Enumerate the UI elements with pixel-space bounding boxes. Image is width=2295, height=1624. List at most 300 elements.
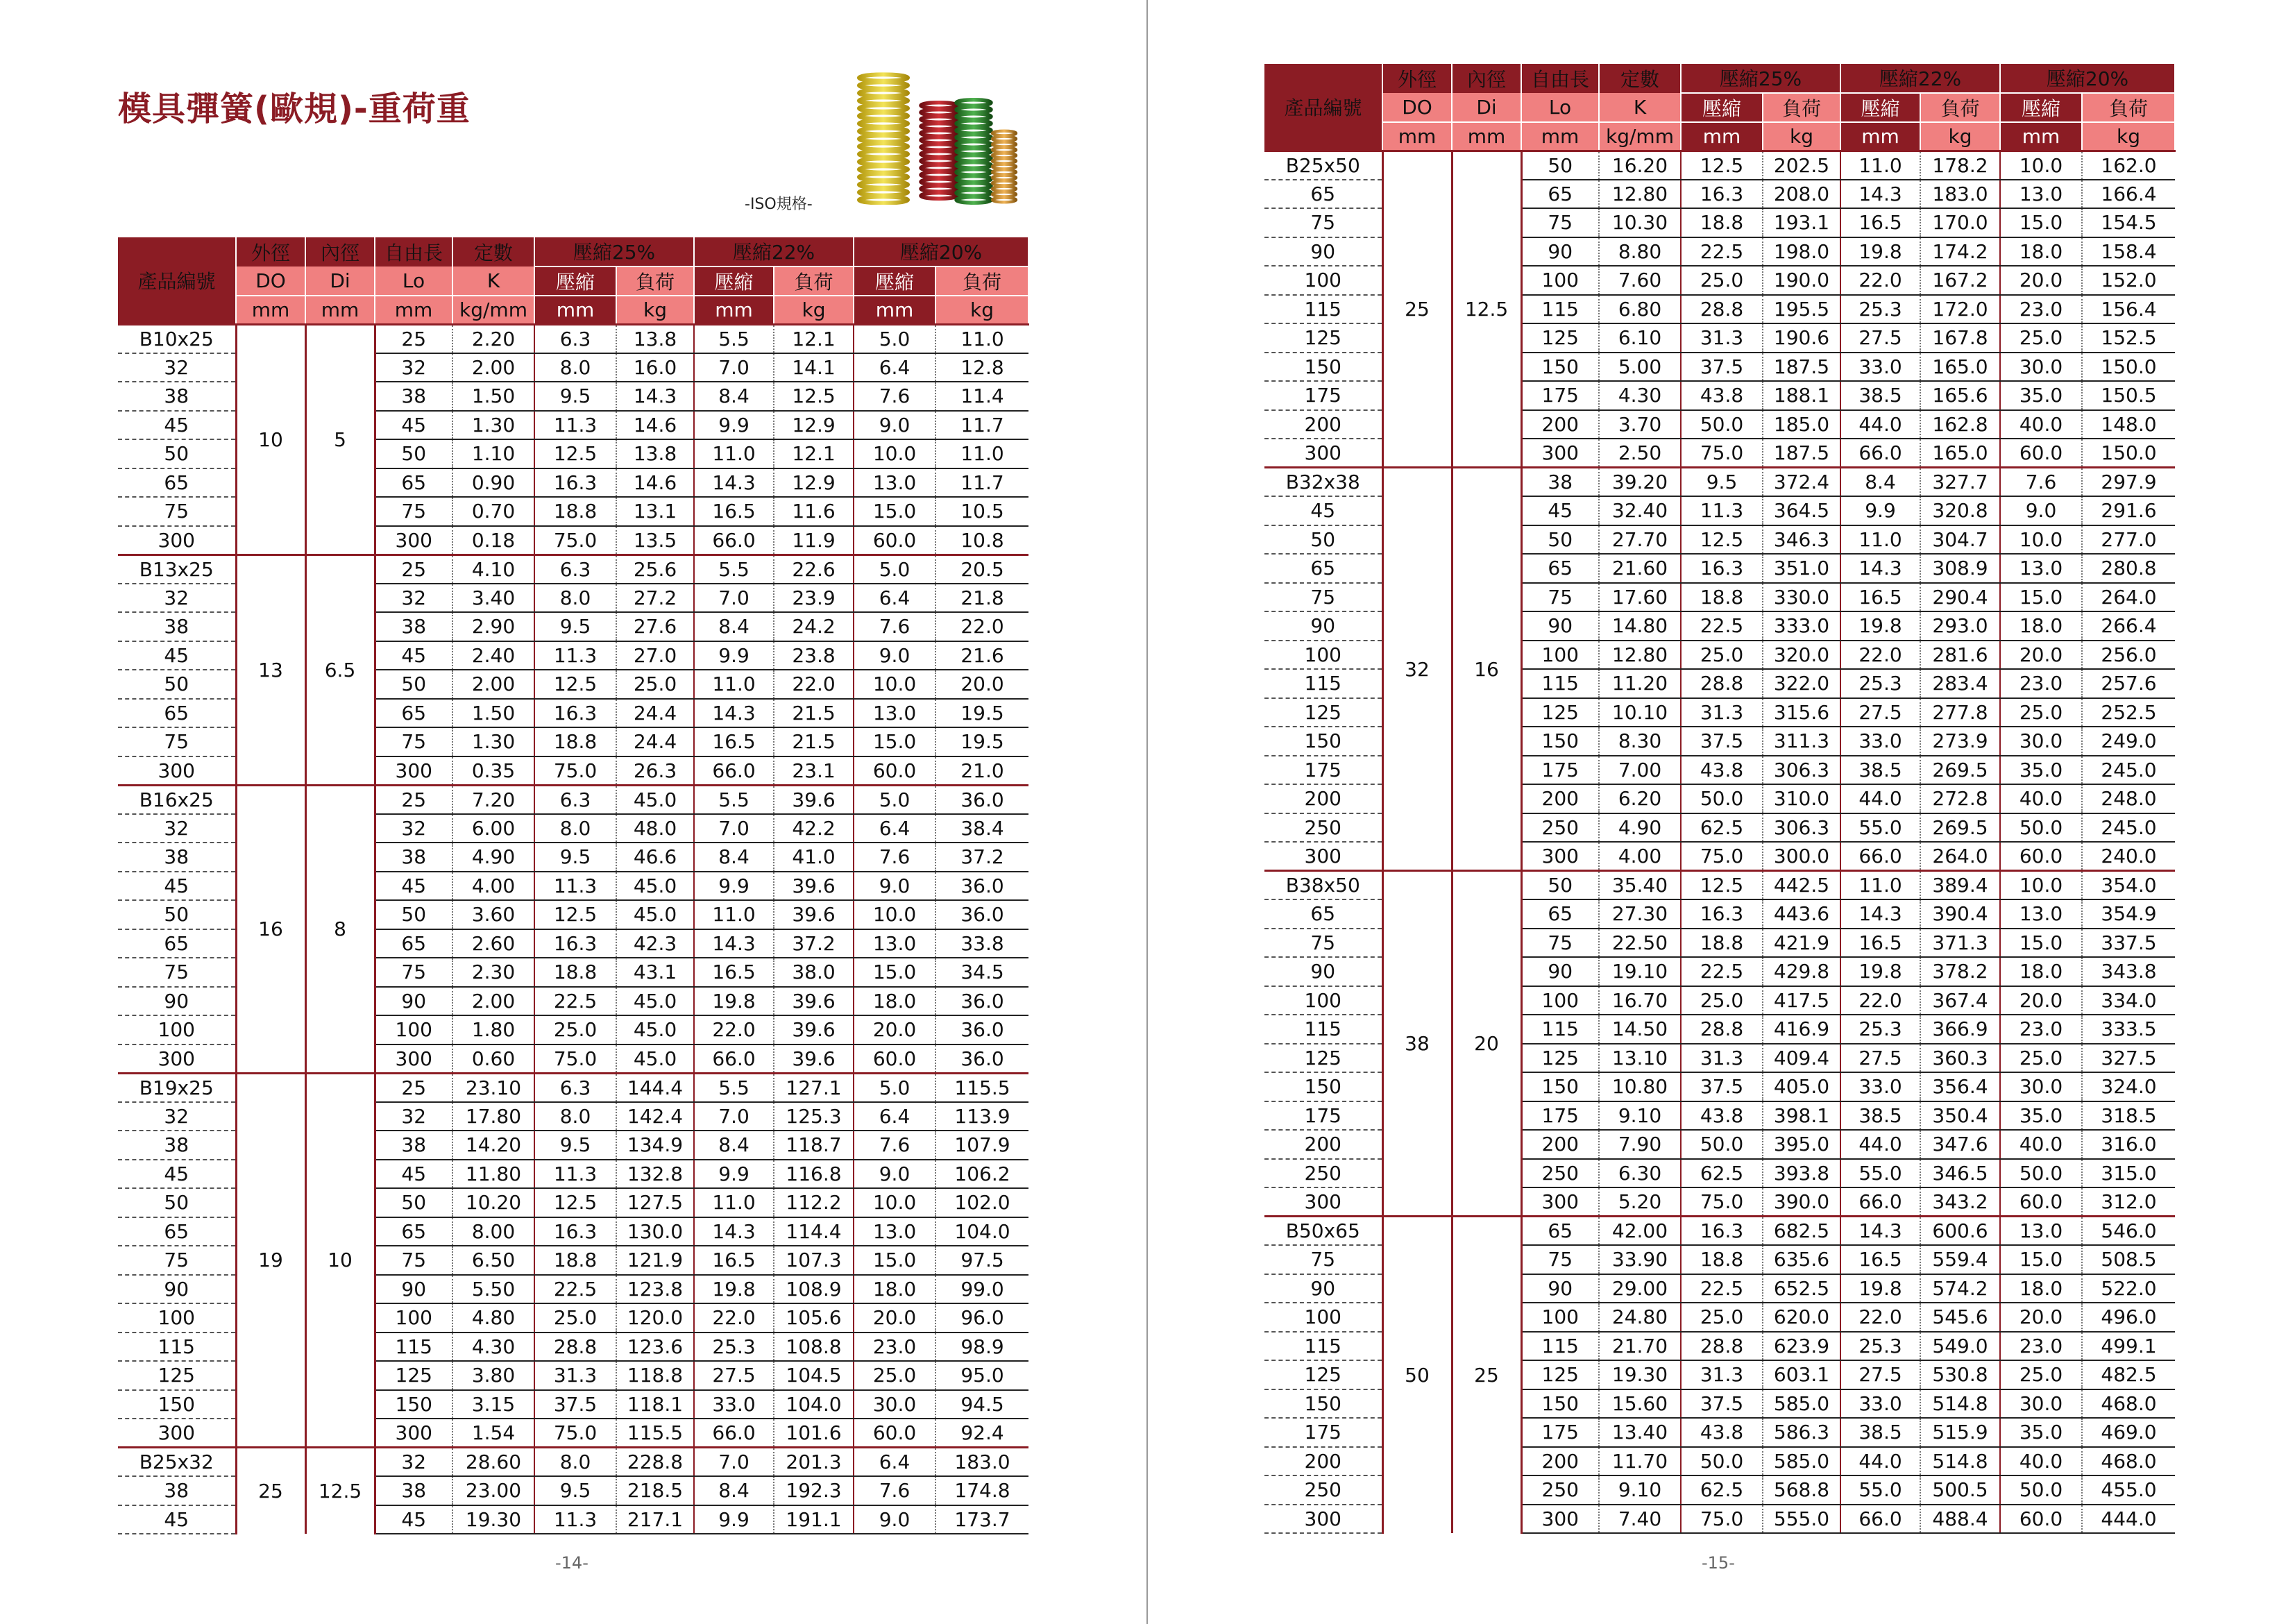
product-number-cell: B25x50 xyxy=(1264,151,1382,180)
product-number-cell: 75 xyxy=(118,958,236,987)
header-do: DO xyxy=(236,267,305,296)
product-number-cell: 100 xyxy=(1264,1303,1382,1332)
free-length-cell: 175 xyxy=(1521,1418,1599,1447)
compress-25-cell: 18.8 xyxy=(534,497,616,526)
compress-20-cell: 9.0 xyxy=(854,411,935,440)
spring-coil xyxy=(956,149,991,154)
spring-constant-cell: 19.30 xyxy=(452,1505,534,1534)
spring-coil xyxy=(992,131,1016,136)
compress-25-cell: 22.5 xyxy=(1681,611,1763,641)
inner-diameter-cell: 12.5 xyxy=(1452,151,1521,468)
product-number-cell: 115 xyxy=(118,1333,236,1362)
compress-22-cell: 16.5 xyxy=(1840,583,1920,612)
load-20-cell: 11.7 xyxy=(935,411,1028,440)
load-25-cell: 187.5 xyxy=(1763,353,1840,382)
load-20-cell: 166.4 xyxy=(2082,180,2175,209)
spring-constant-cell: 17.80 xyxy=(452,1102,534,1131)
spring-constant-cell: 11.70 xyxy=(1599,1447,1681,1476)
header-compress: 壓縮 xyxy=(694,267,774,296)
outer-diameter-cell: 38 xyxy=(1382,871,1452,1217)
table-row xyxy=(1264,1217,2175,1246)
inner-diameter-cell: 12.5 xyxy=(305,1448,375,1534)
load-20-cell: 152.0 xyxy=(2082,266,2175,295)
load-20-cell: 444.0 xyxy=(2082,1505,2175,1534)
compress-20-cell: 13.0 xyxy=(2000,1217,2082,1246)
load-22-cell: 356.4 xyxy=(1920,1072,2000,1101)
product-number-cell: 100 xyxy=(1264,986,1382,1015)
free-length-cell: 100 xyxy=(1521,641,1599,670)
header-kg: kg xyxy=(935,296,1028,325)
compress-22-cell: 11.0 xyxy=(1840,151,1920,180)
compress-20-cell: 10.0 xyxy=(854,670,935,699)
compress-25-cell: 16.3 xyxy=(1681,1217,1763,1246)
spring-constant-cell: 2.40 xyxy=(452,641,534,670)
compress-22-cell: 14.3 xyxy=(1840,899,1920,929)
load-22-cell: 101.6 xyxy=(774,1419,854,1448)
compress-20-cell: 6.4 xyxy=(854,1448,935,1477)
load-25-cell: 306.3 xyxy=(1763,756,1840,785)
compress-25-cell: 12.5 xyxy=(1681,151,1763,180)
load-20-cell: 264.0 xyxy=(2082,583,2175,612)
load-22-cell: 390.4 xyxy=(1920,899,2000,929)
outer-diameter-cell: 10 xyxy=(236,324,305,555)
load-20-cell: 92.4 xyxy=(935,1419,1028,1448)
compress-20-cell: 20.0 xyxy=(854,1015,935,1044)
load-25-cell: 409.4 xyxy=(1763,1044,1840,1073)
spring-coil xyxy=(921,124,957,129)
product-number-cell: 150 xyxy=(1264,353,1382,382)
load-22-cell: 12.9 xyxy=(774,468,854,498)
compress-22-cell: 11.0 xyxy=(694,1188,774,1217)
compress-22-cell: 14.3 xyxy=(1840,180,1920,209)
product-number-cell: B38x50 xyxy=(1264,871,1382,900)
free-length-cell: 90 xyxy=(375,987,452,1016)
free-length-cell: 45 xyxy=(375,1505,452,1534)
compress-20-cell: 25.0 xyxy=(854,1361,935,1390)
load-20-cell: 38.4 xyxy=(935,814,1028,843)
load-20-cell: 499.1 xyxy=(2082,1332,2175,1361)
load-25-cell: 27.6 xyxy=(616,612,694,641)
spring-constant-cell: 17.60 xyxy=(1599,583,1681,612)
compress-25-cell: 9.5 xyxy=(534,1131,616,1160)
load-20-cell: 10.5 xyxy=(935,497,1028,526)
compress-25-cell: 62.5 xyxy=(1681,1159,1763,1188)
load-22-cell: 367.4 xyxy=(1920,986,2000,1015)
load-22-cell: 273.9 xyxy=(1920,727,2000,756)
free-length-cell: 100 xyxy=(1521,266,1599,295)
spring-constant-cell: 5.50 xyxy=(452,1275,534,1304)
load-20-cell: 291.6 xyxy=(2082,496,2175,525)
free-length-cell: 125 xyxy=(375,1361,452,1390)
load-22-cell: 549.0 xyxy=(1920,1332,2000,1361)
compress-20-cell: 20.0 xyxy=(2000,266,2082,295)
load-20-cell: 37.2 xyxy=(935,843,1028,872)
header-compress: 壓縮 xyxy=(1840,93,1920,122)
spring-coil xyxy=(992,192,1016,197)
header-load: 負荷 xyxy=(1920,93,2000,122)
product-number-cell: 300 xyxy=(1264,842,1382,871)
free-length-cell: 90 xyxy=(1521,957,1599,986)
load-25-cell: 187.5 xyxy=(1763,439,1840,468)
compress-25-cell: 31.3 xyxy=(1681,323,1763,353)
compress-20-cell: 7.6 xyxy=(854,1131,935,1160)
spring-coil xyxy=(992,198,1016,203)
spring-coil xyxy=(992,159,1016,164)
spring-coil xyxy=(921,158,957,164)
load-20-cell: 21.6 xyxy=(935,641,1028,670)
spring-constant-cell: 6.80 xyxy=(1599,295,1681,324)
load-25-cell: 346.3 xyxy=(1763,525,1840,555)
spring-constant-cell: 1.50 xyxy=(452,382,534,411)
compress-22-cell: 25.3 xyxy=(1840,1332,1920,1361)
free-length-cell: 50 xyxy=(1521,151,1599,180)
load-22-cell: 116.8 xyxy=(774,1160,854,1189)
free-length-cell: 75 xyxy=(375,727,452,756)
compress-20-cell: 60.0 xyxy=(2000,1187,2082,1217)
spring-constant-cell: 8.00 xyxy=(452,1217,534,1246)
spring-constant-cell: 28.60 xyxy=(452,1448,534,1477)
compress-20-cell: 15.0 xyxy=(2000,208,2082,237)
product-number-cell: 90 xyxy=(1264,611,1382,641)
product-number-cell: 75 xyxy=(118,727,236,756)
compress-25-cell: 12.5 xyxy=(534,1188,616,1217)
load-20-cell: 315.0 xyxy=(2082,1159,2175,1188)
spring-constant-cell: 6.30 xyxy=(1599,1159,1681,1188)
product-number-cell: 50 xyxy=(118,1188,236,1217)
compress-20-cell: 60.0 xyxy=(854,1044,935,1074)
load-25-cell: 45.0 xyxy=(616,785,694,814)
compress-25-cell: 50.0 xyxy=(1681,1130,1763,1159)
table-body xyxy=(118,324,1028,1534)
free-length-cell: 32 xyxy=(375,814,452,843)
load-25-cell: 320.0 xyxy=(1763,641,1840,670)
product-number-cell: 38 xyxy=(118,1131,236,1160)
product-number-cell: 38 xyxy=(118,612,236,641)
spring-constant-cell: 22.50 xyxy=(1599,929,1681,958)
compress-25-cell: 11.3 xyxy=(534,1505,616,1534)
product-number-cell: 65 xyxy=(1264,554,1382,583)
load-20-cell: 102.0 xyxy=(935,1188,1028,1217)
page-number: -14- xyxy=(555,1553,588,1573)
load-22-cell: 346.5 xyxy=(1920,1159,2000,1188)
free-length-cell: 38 xyxy=(375,382,452,411)
load-22-cell: 12.5 xyxy=(774,382,854,411)
compress-20-cell: 50.0 xyxy=(2000,1475,2082,1505)
compress-22-cell: 11.0 xyxy=(694,439,774,468)
load-20-cell: 22.0 xyxy=(935,612,1028,641)
spring-constant-cell: 19.30 xyxy=(1599,1360,1681,1389)
load-22-cell: 104.0 xyxy=(774,1390,854,1419)
compress-25-cell: 12.5 xyxy=(1681,871,1763,900)
load-25-cell: 682.5 xyxy=(1763,1217,1840,1246)
compress-25-cell: 31.3 xyxy=(1681,1044,1763,1073)
load-25-cell: 45.0 xyxy=(616,1044,694,1074)
load-20-cell: 333.5 xyxy=(2082,1015,2175,1044)
free-length-cell: 125 xyxy=(1521,1044,1599,1073)
compress-20-cell: 13.0 xyxy=(854,699,935,728)
compress-25-cell: 9.5 xyxy=(534,612,616,641)
load-22-cell: 39.6 xyxy=(774,987,854,1016)
spring-constant-cell: 2.00 xyxy=(452,353,534,382)
compress-22-cell: 25.3 xyxy=(1840,1015,1920,1044)
free-length-cell: 50 xyxy=(375,1188,452,1217)
spring-coil xyxy=(992,187,1016,192)
header-outer_dia: 外徑 xyxy=(236,237,305,267)
spring-constant-cell: 2.00 xyxy=(452,670,534,699)
spring-coil xyxy=(992,181,1016,186)
outer-diameter-cell: 25 xyxy=(236,1448,305,1534)
spring-constant-cell: 8.30 xyxy=(1599,727,1681,756)
compress-22-cell: 9.9 xyxy=(694,1160,774,1189)
compress-20-cell: 25.0 xyxy=(2000,323,2082,353)
compress-25-cell: 6.3 xyxy=(534,555,616,584)
compress-20-cell: 60.0 xyxy=(2000,842,2082,871)
spring-constant-cell: 15.60 xyxy=(1599,1389,1681,1419)
header-mm: mm xyxy=(694,296,774,325)
header-product_no: 產品編號 xyxy=(118,237,236,324)
free-length-cell: 125 xyxy=(1521,698,1599,727)
load-25-cell: 311.3 xyxy=(1763,727,1840,756)
load-20-cell: 11.0 xyxy=(935,439,1028,468)
spring-constant-cell: 10.20 xyxy=(452,1188,534,1217)
compress-22-cell: 25.3 xyxy=(1840,669,1920,698)
compress-20-cell: 30.0 xyxy=(2000,1389,2082,1419)
spring-constant-cell: 21.60 xyxy=(1599,554,1681,583)
compress-22-cell: 14.3 xyxy=(694,468,774,498)
header-kg: kg xyxy=(1763,122,1840,151)
free-length-cell: 65 xyxy=(375,468,452,498)
spring-coil xyxy=(992,148,1016,153)
load-22-cell: 293.0 xyxy=(1920,611,2000,641)
load-25-cell: 330.0 xyxy=(1763,583,1840,612)
product-number-cell: 45 xyxy=(118,1160,236,1189)
compress-25-cell: 28.8 xyxy=(1681,295,1763,324)
free-length-cell: 45 xyxy=(375,872,452,901)
product-number-cell: 175 xyxy=(1264,756,1382,785)
compress-20-cell: 15.0 xyxy=(2000,1245,2082,1274)
table-body xyxy=(1264,151,2175,1533)
spring-constant-cell: 3.60 xyxy=(452,900,534,929)
compress-22-cell: 14.3 xyxy=(694,1217,774,1246)
compress-22-cell: 38.5 xyxy=(1840,1418,1920,1447)
compress-22-cell: 16.5 xyxy=(1840,1245,1920,1274)
compress-20-cell: 25.0 xyxy=(2000,1360,2082,1389)
load-25-cell: 306.3 xyxy=(1763,813,1840,843)
compress-25-cell: 9.5 xyxy=(534,1476,616,1505)
compress-20-cell: 20.0 xyxy=(2000,641,2082,670)
spring-constant-cell: 14.20 xyxy=(452,1131,534,1160)
header-mm: mm xyxy=(1382,122,1452,151)
load-25-cell: 442.5 xyxy=(1763,871,1840,900)
load-20-cell: 245.0 xyxy=(2082,756,2175,785)
compress-22-cell: 19.8 xyxy=(1840,957,1920,986)
spring-constant-cell: 1.30 xyxy=(452,411,534,440)
load-25-cell: 132.8 xyxy=(616,1160,694,1189)
compress-22-cell: 44.0 xyxy=(1840,1447,1920,1476)
load-25-cell: 45.0 xyxy=(616,872,694,901)
load-22-cell: 12.9 xyxy=(774,411,854,440)
product-number-cell: 90 xyxy=(1264,957,1382,986)
load-25-cell: 623.9 xyxy=(1763,1332,1840,1361)
free-length-cell: 25 xyxy=(375,1073,452,1102)
spring-coil xyxy=(921,110,957,115)
compress-22-cell: 16.5 xyxy=(694,497,774,526)
compress-25-cell: 31.3 xyxy=(1681,1360,1763,1389)
compress-20-cell: 7.6 xyxy=(854,1476,935,1505)
compress-20-cell: 30.0 xyxy=(2000,353,2082,382)
load-20-cell: 106.2 xyxy=(935,1160,1028,1189)
free-length-cell: 32 xyxy=(375,1448,452,1477)
load-25-cell: 416.9 xyxy=(1763,1015,1840,1044)
spring-constant-cell: 24.80 xyxy=(1599,1303,1681,1332)
spring-coil xyxy=(921,172,957,178)
spring-constant-cell: 35.40 xyxy=(1599,871,1681,900)
compress-25-cell: 25.0 xyxy=(1681,986,1763,1015)
compress-25-cell: 16.3 xyxy=(534,1217,616,1246)
header-comp25: 壓縮25% xyxy=(1681,64,1840,93)
compress-22-cell: 33.0 xyxy=(1840,1072,1920,1101)
free-length-cell: 250 xyxy=(1521,1475,1599,1505)
load-22-cell: 514.8 xyxy=(1920,1447,2000,1476)
spring-constant-cell: 0.18 xyxy=(452,526,534,555)
compress-22-cell: 5.5 xyxy=(694,555,774,584)
compress-20-cell: 9.0 xyxy=(854,872,935,901)
header-lo: Lo xyxy=(375,267,452,296)
load-22-cell: 41.0 xyxy=(774,843,854,872)
spring-constant-cell: 3.80 xyxy=(452,1361,534,1390)
spring-constant-cell: 5.20 xyxy=(1599,1187,1681,1217)
free-length-cell: 65 xyxy=(1521,1217,1599,1246)
compress-20-cell: 10.0 xyxy=(2000,151,2082,180)
compress-25-cell: 37.5 xyxy=(1681,1072,1763,1101)
load-20-cell: 256.0 xyxy=(2082,641,2175,670)
spring-constant-cell: 6.50 xyxy=(452,1246,534,1275)
free-length-cell: 300 xyxy=(1521,1187,1599,1217)
compress-25-cell: 43.8 xyxy=(1681,1101,1763,1131)
compress-20-cell: 5.0 xyxy=(854,555,935,584)
load-20-cell: 11.7 xyxy=(935,468,1028,498)
load-20-cell: 113.9 xyxy=(935,1102,1028,1131)
free-length-cell: 125 xyxy=(1521,323,1599,353)
load-20-cell: 95.0 xyxy=(935,1361,1028,1390)
load-20-cell: 248.0 xyxy=(2082,784,2175,813)
spring-constant-cell: 13.40 xyxy=(1599,1418,1681,1447)
product-number-cell: 75 xyxy=(118,1246,236,1275)
compress-20-cell: 15.0 xyxy=(854,1246,935,1275)
product-number-cell: 65 xyxy=(118,699,236,728)
header-free_length: 自由長 xyxy=(375,237,452,267)
product-number-cell: 65 xyxy=(1264,180,1382,209)
load-25-cell: 351.0 xyxy=(1763,554,1840,583)
spring-constant-cell: 1.30 xyxy=(452,727,534,756)
load-22-cell: 39.6 xyxy=(774,872,854,901)
load-20-cell: 94.5 xyxy=(935,1390,1028,1419)
spring-constant-cell: 9.10 xyxy=(1599,1101,1681,1131)
load-20-cell: 334.0 xyxy=(2082,986,2175,1015)
load-25-cell: 13.1 xyxy=(616,497,694,526)
spring-constant-cell: 7.60 xyxy=(1599,266,1681,295)
free-length-cell: 38 xyxy=(1521,468,1599,497)
spring-constant-cell: 13.10 xyxy=(1599,1044,1681,1073)
load-25-cell: 16.0 xyxy=(616,353,694,382)
compress-22-cell: 8.4 xyxy=(1840,468,1920,497)
compress-25-cell: 9.5 xyxy=(1681,468,1763,497)
spring-coil xyxy=(859,120,908,126)
compress-25-cell: 37.5 xyxy=(1681,353,1763,382)
load-25-cell: 568.8 xyxy=(1763,1475,1840,1505)
load-25-cell: 144.4 xyxy=(616,1073,694,1102)
load-20-cell: 96.0 xyxy=(935,1303,1028,1333)
product-number-cell: B19x25 xyxy=(118,1073,236,1102)
product-number-cell: 175 xyxy=(1264,1101,1382,1131)
load-25-cell: 27.2 xyxy=(616,584,694,613)
compress-25-cell: 18.8 xyxy=(1681,583,1763,612)
product-number-cell: 125 xyxy=(118,1361,236,1390)
spring-constant-cell: 19.10 xyxy=(1599,957,1681,986)
spring-constant-cell: 39.20 xyxy=(1599,468,1681,497)
free-length-cell: 65 xyxy=(375,699,452,728)
spring-constant-cell: 11.20 xyxy=(1599,669,1681,698)
header-mm: mm xyxy=(534,296,616,325)
load-22-cell: 22.0 xyxy=(774,670,854,699)
compress-20-cell: 35.0 xyxy=(2000,756,2082,785)
load-20-cell: 469.0 xyxy=(2082,1418,2175,1447)
free-length-cell: 115 xyxy=(1521,1332,1599,1361)
product-number-cell: 32 xyxy=(118,1102,236,1131)
load-20-cell: 455.0 xyxy=(2082,1475,2175,1505)
free-length-cell: 75 xyxy=(375,497,452,526)
compress-25-cell: 16.3 xyxy=(534,468,616,498)
free-length-cell: 25 xyxy=(375,324,452,353)
load-22-cell: 23.1 xyxy=(774,756,854,786)
compress-20-cell: 23.0 xyxy=(2000,1015,2082,1044)
load-20-cell: 33.8 xyxy=(935,929,1028,958)
spring-coil xyxy=(859,158,908,164)
spring-coil xyxy=(859,174,908,180)
load-22-cell: 21.5 xyxy=(774,727,854,756)
header-mm: mm xyxy=(1452,122,1521,151)
compress-22-cell: 9.9 xyxy=(694,641,774,670)
load-20-cell: 337.5 xyxy=(2082,929,2175,958)
free-length-cell: 200 xyxy=(1521,410,1599,439)
spring-coil xyxy=(859,143,908,149)
compress-25-cell: 12.5 xyxy=(534,670,616,699)
free-length-cell: 50 xyxy=(1521,525,1599,555)
compress-25-cell: 11.3 xyxy=(534,1160,616,1189)
compress-22-cell: 14.3 xyxy=(694,929,774,958)
free-length-cell: 45 xyxy=(375,641,452,670)
compress-25-cell: 50.0 xyxy=(1681,410,1763,439)
load-25-cell: 555.0 xyxy=(1763,1505,1840,1534)
load-20-cell: 240.0 xyxy=(2082,842,2175,871)
free-length-cell: 25 xyxy=(375,785,452,814)
spring-constant-cell: 3.70 xyxy=(1599,410,1681,439)
free-length-cell: 200 xyxy=(1521,784,1599,813)
product-number-cell: 90 xyxy=(1264,1274,1382,1303)
load-20-cell: 468.0 xyxy=(2082,1447,2175,1476)
product-number-cell: 45 xyxy=(1264,496,1382,525)
compress-25-cell: 8.0 xyxy=(534,353,616,382)
header-product_no: 產品編號 xyxy=(1264,64,1382,151)
compress-25-cell: 11.3 xyxy=(534,872,616,901)
free-length-cell: 150 xyxy=(375,1390,452,1419)
compress-22-cell: 7.0 xyxy=(694,1448,774,1477)
load-25-cell: 118.1 xyxy=(616,1390,694,1419)
compress-22-cell: 25.3 xyxy=(694,1333,774,1362)
spring-constant-cell: 4.10 xyxy=(452,555,534,584)
load-25-cell: 443.6 xyxy=(1763,899,1840,929)
inner-diameter-cell: 8 xyxy=(305,785,375,1073)
